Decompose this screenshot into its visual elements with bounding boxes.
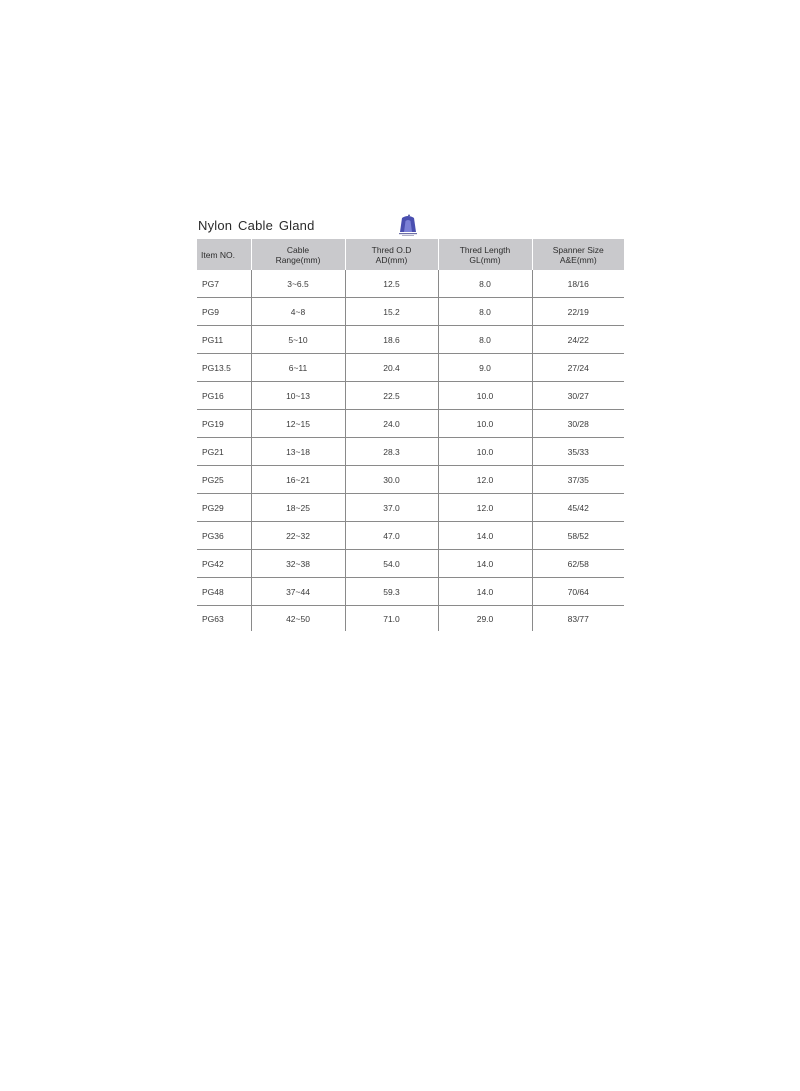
cell-item: PG19 (197, 410, 251, 438)
cell-thread-length: 8.0 (438, 298, 532, 326)
table-row (197, 550, 624, 578)
col-header-thread-length-line1: Thred Length (459, 244, 511, 255)
col-header-spanner-size-line2: A&E(mm) (559, 254, 597, 265)
cell-thread-length: 8.0 (438, 270, 532, 298)
cell-item: PG63 (202, 613, 224, 624)
cell-item: PG48 (197, 578, 251, 606)
cell-thread-length: 10.0 (438, 410, 532, 438)
cell-cable-range: 16~21 (251, 466, 345, 494)
cell-thread-od: 47.0 (345, 522, 438, 550)
table-body (197, 270, 624, 631)
col-header-spanner-size-line1: Spanner Size (552, 244, 604, 255)
cell-spanner-size: 30/27 (532, 382, 624, 410)
table-row (197, 606, 624, 632)
cell-thread-od: 30.0 (345, 466, 438, 494)
cell-thread-od: 71.0 (345, 606, 438, 632)
col-header-cable-range-line2: Range(mm) (275, 254, 321, 265)
cell-thread-od: 37.0 (345, 494, 438, 522)
cell-spanner-size: 22/19 (532, 298, 624, 326)
cell-thread-length: 9.0 (438, 354, 532, 382)
cable-gland-spec-table (197, 239, 624, 631)
col-header-item-no (197, 239, 251, 270)
cell-cable-range: 32~38 (251, 550, 345, 578)
cell-cable-range: 3~6.5 (251, 270, 345, 298)
col-header-cable-range (251, 239, 345, 270)
col-header-spanner-size (532, 239, 624, 270)
cell-thread-od: 18.6 (345, 326, 438, 354)
cell-spanner-size: 30/28 (532, 410, 624, 438)
cell-cable-range: 5~10 (251, 326, 345, 354)
cell-spanner-size: 62/58 (532, 550, 624, 578)
cell-thread-od: 24.0 (345, 410, 438, 438)
col-header-thread-od-line1: Thred O.D (371, 244, 412, 255)
cell-thread-od: 54.0 (345, 550, 438, 578)
table-row (197, 270, 624, 298)
cell-spanner-size: 27/24 (532, 354, 624, 382)
cell-cable-range: 13~18 (251, 438, 345, 466)
cell-spanner-size: 83/77 (532, 606, 624, 632)
table-row (197, 466, 624, 494)
cell-thread-length: 29.0 (438, 606, 532, 632)
cell-spanner-size: 18/16 (532, 270, 624, 298)
cell-cable-range: 6~11 (251, 354, 345, 382)
cell-thread-length: 12.0 (438, 494, 532, 522)
col-header-thread-od-line2: AD(mm) (375, 254, 408, 265)
cell-spanner-size: 37/35 (532, 466, 624, 494)
table-row (197, 382, 624, 410)
cable-gland-brand-logo-icon (397, 212, 419, 238)
table-row (197, 298, 624, 326)
cell-item: PG36 (197, 522, 251, 550)
document-title: Nylon Cable Gland (198, 218, 315, 233)
cell-cable-range: 37~44 (251, 578, 345, 606)
table-row (197, 522, 624, 550)
cell-cable-range: 12~15 (251, 410, 345, 438)
table-row (197, 354, 624, 382)
col-header-thread-od (345, 239, 438, 270)
table-row (197, 410, 624, 438)
cell-item: PG42 (197, 550, 251, 578)
cell-thread-length: 10.0 (438, 382, 532, 410)
cell-thread-length: 14.0 (438, 550, 532, 578)
col-header-item-no-label: Item NO. (201, 249, 236, 260)
cell-cable-range: 18~25 (251, 494, 345, 522)
cell-thread-od: 28.3 (345, 438, 438, 466)
cell-thread-length: 14.0 (438, 522, 532, 550)
cell-thread-od: 59.3 (345, 578, 438, 606)
cell-cable-range: 4~8 (251, 298, 345, 326)
cell-cable-range: 22~32 (251, 522, 345, 550)
cell-spanner-size: 70/64 (532, 578, 624, 606)
cell-thread-length: 14.0 (438, 578, 532, 606)
cell-item: PG21 (197, 438, 251, 466)
cell-item: PG7 (197, 270, 251, 298)
table-header-row (197, 239, 624, 270)
cell-spanner-size: 58/52 (532, 522, 624, 550)
cell-spanner-size: 45/42 (532, 494, 624, 522)
cell-thread-od: 20.4 (345, 354, 438, 382)
cell-thread-length: 10.0 (438, 438, 532, 466)
col-header-thread-length-line2: GL(mm) (469, 254, 501, 265)
cell-item: PG29 (197, 494, 251, 522)
cell-item: PG9 (197, 298, 251, 326)
table-row (197, 494, 624, 522)
cell-cable-range: 42~50 (251, 606, 345, 632)
col-header-cable-range-line1: Cable (286, 244, 310, 255)
table-row (197, 578, 624, 606)
cell-thread-od: 22.5 (345, 382, 438, 410)
table-row (197, 438, 624, 466)
cell-item: PG16 (197, 382, 251, 410)
col-header-thread-length (438, 239, 532, 270)
cell-thread-od: 15.2 (345, 298, 438, 326)
cell-item: PG13.5 (197, 354, 251, 382)
cell-thread-length: 12.0 (438, 466, 532, 494)
cell-spanner-size: 24/22 (532, 326, 624, 354)
cell-thread-length: 8.0 (438, 326, 532, 354)
cell-item: PG25 (197, 466, 251, 494)
cell-item: PG11 (197, 326, 251, 354)
cell-thread-od: 12.5 (345, 270, 438, 298)
cell-spanner-size: 35/33 (532, 438, 624, 466)
table-row (197, 326, 624, 354)
cell-cable-range: 10~13 (251, 382, 345, 410)
